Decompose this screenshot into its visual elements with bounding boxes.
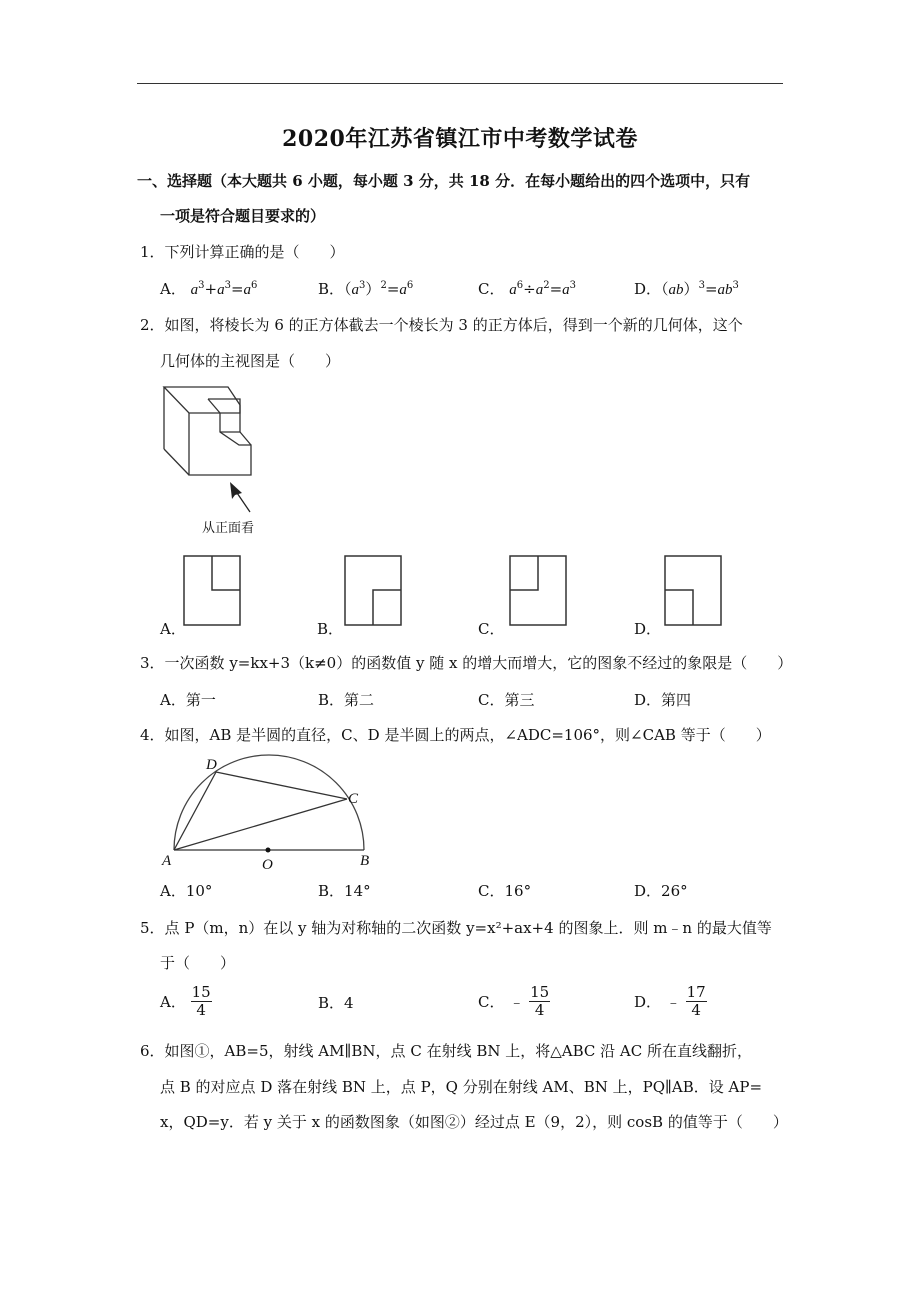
question-3: 3．一次函数 y=kx+3（k≠0）的函数值 y 随 x 的增大而增大，它的图象不经过的象限是（ ） xyxy=(140,654,793,672)
svg-text:A: A xyxy=(162,853,172,869)
q4-option-d: D．26° xyxy=(634,882,688,900)
q2-option-b-label: B． xyxy=(317,620,344,638)
q2-option-c-figure xyxy=(509,555,569,627)
q1-option-d: D．$(ab)^3=ab^3$ xyxy=(634,280,739,298)
page-title: 2020年江苏省镇江市中考数学试卷 xyxy=(282,126,638,152)
question-4: 4．如图，AB 是半圆的直径，C、D 是半圆上的两点，∠ADC=106°，则∠CAB 等于（ ） xyxy=(140,726,771,744)
question-2-line2: 几何体的主视图是（ ） xyxy=(160,352,341,370)
question-number: 2． xyxy=(140,316,165,334)
cube-figure xyxy=(150,375,280,545)
q3-option-b: B．第二 xyxy=(318,691,375,709)
q5-option-a: A． $\frac{15}{4}$ xyxy=(160,983,211,1019)
q2-option-b-figure xyxy=(344,555,404,627)
q2-option-a-label: A． xyxy=(160,620,186,638)
q5-option-d: D． ﹣ $\frac{17}{4}$ xyxy=(634,983,706,1019)
header-rule xyxy=(137,83,783,84)
q1-option-a: A． $a^3+a^3=a^6$ xyxy=(160,280,258,298)
svg-text:B: B xyxy=(360,853,370,869)
q2-option-c-label: C． xyxy=(478,620,505,638)
question-number: 1． xyxy=(140,243,165,261)
q2-option-a-figure xyxy=(183,555,243,627)
question-2-line1: 2．如图，将棱长为 6 的正方体截去一个棱长为 3 的正方体后，得到一个新的几何体，这个 xyxy=(140,316,743,334)
q4-option-a: A．10° xyxy=(160,882,213,900)
question-1 xyxy=(140,241,345,262)
question-6-line1: 6．如图①，AB=5，射线 AM∥BN，点 C 在射线 BN 上，将△ABC 沿 AC 所在直线翻折， xyxy=(140,1042,753,1060)
q1-option-c: C． $a^6\div a^2=a^3$ xyxy=(478,280,577,298)
q5-option-b: B．4 xyxy=(318,994,354,1012)
question-6-line3: x，QD=y．若 y 关于 x 的函数图象（如图②）经过点 E（9，2），则 cosB 的值等于（ ） xyxy=(160,1113,788,1131)
q1-option-b: B．$(a^3)^2=a^6$ xyxy=(318,280,414,298)
svg-text:O: O xyxy=(262,857,273,873)
question-6-line2: 点 B 的对应点 D 落在射线 BN 上，点 P，Q 分别在射线 AM、BN 上，PQ∥AB．设 AP= xyxy=(160,1078,763,1096)
question-text: 下列计算正确的是（ ） xyxy=(164,243,345,261)
question-5-line2: 于（ ） xyxy=(160,954,236,972)
svg-text:C: C xyxy=(348,791,359,807)
q2-option-d-figure xyxy=(664,555,724,627)
q3-option-d: D．第四 xyxy=(634,691,692,709)
question-5-line1: 5．点 P（m，n）在以 y 轴为对称轴的二次函数 y=x²+ax+4 的图象上．则 m﹣n 的最大值等 xyxy=(140,919,772,937)
svg-text:D: D xyxy=(206,757,217,773)
q2-option-d-label: D． xyxy=(634,620,662,638)
section-heading-line1: 一、选择题（本大题共 6 小题，每小题 3 分，共 18 分．在每小题给出的四个选项中，只有 xyxy=(137,172,751,190)
q3-option-a: A．第一 xyxy=(160,691,216,709)
figure-caption: 从正面看 xyxy=(202,521,255,536)
q4-option-b: B．14° xyxy=(318,882,371,900)
section-heading-line2: 一项是符合题目要求的） xyxy=(160,207,326,225)
q3-option-c: C．第三 xyxy=(478,691,535,709)
semicircle-figure xyxy=(150,745,390,875)
q4-option-c: C．16° xyxy=(478,882,532,900)
q5-option-c: C． ﹣ $\frac{15}{4}$ xyxy=(478,983,550,1019)
